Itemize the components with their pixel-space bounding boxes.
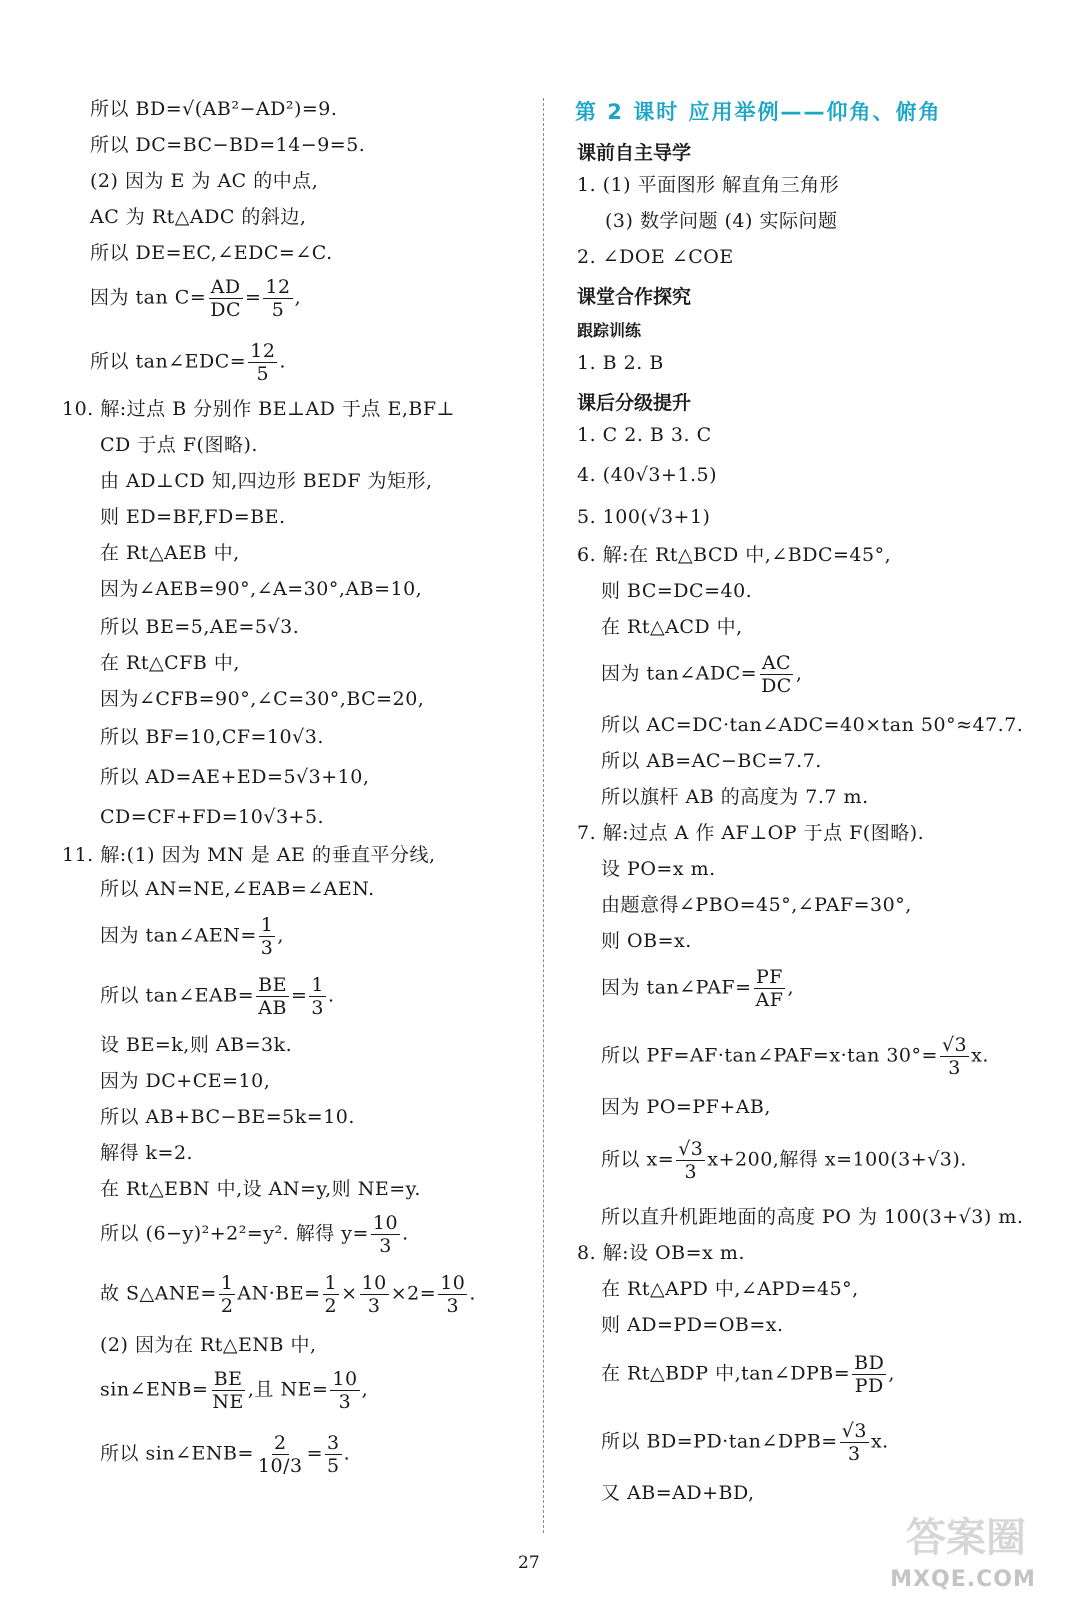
fraction: $\frac{12}{5}$	[265, 276, 291, 321]
text-line: 又 AB=AD+BD,	[601, 1482, 755, 1504]
fraction: $\frac{BE}{NE}$	[212, 1368, 244, 1413]
text-line: CD=CF+FD=10√3+5.	[100, 806, 325, 828]
text-line: 设 BE=k,则 AB=3k.	[100, 1034, 293, 1056]
fraction: $\frac{2}{10/3}$	[257, 1432, 303, 1477]
text-line: CD 于点 F(图略).	[100, 434, 258, 456]
text-line: 所以 AN=NE,∠EAB=∠AEN.	[100, 878, 375, 900]
text-line: (3) 数学问题 (4) 实际问题	[605, 210, 838, 232]
fraction: $\frac{1}{3}$	[260, 914, 274, 959]
text-line: 则 ED=BF,FD=BE.	[100, 506, 286, 528]
column-divider	[543, 98, 544, 1533]
text-line: 则 OB=x.	[601, 930, 692, 952]
text-line: 所以 BD=PD·tan∠DPB= $\frac{√3}{3}$ x.	[601, 1420, 889, 1465]
text-line: (2) 因为 E 为 AC 的中点,	[90, 170, 319, 192]
text-line: 因为 PO=PF+AB,	[601, 1096, 771, 1118]
text-line: 由题意得∠PBO=45°,∠PAF=30°,	[601, 894, 912, 916]
text-line: 因为 tan∠ADC= $\frac{AC}{DC}$ ,	[601, 652, 803, 697]
lesson-title: 第 2 课时 应用举例——仰角、俯角	[575, 100, 942, 124]
text-line: 所以 (6−y)²+2²=y². 解得 y= $\frac{10}{3}$ .	[100, 1212, 409, 1257]
text-line: 则 BC=DC=40.	[601, 580, 753, 602]
text-line: 在 Rt△APD 中,∠APD=45°,	[601, 1278, 859, 1300]
text-line: 因为 tan∠AEN= $\frac{1}{3}$ ,	[100, 914, 284, 959]
text-line: 所以 AB=AC−BC=7.7.	[601, 750, 822, 772]
text-line: 所以 BF=10,CF=10√3.	[100, 726, 324, 748]
text-line: 5. 100(√3+1)	[577, 506, 711, 528]
text-line: 所以 BE=5,AE=5√3.	[100, 616, 300, 638]
fraction: $\frac{10}{3}$	[372, 1212, 399, 1257]
section-heading-pre-class: 课前自主导学	[577, 142, 692, 164]
text-line: 所以 tan∠EDC= $\frac{12}{5}$ .	[90, 340, 286, 385]
text-line: 在 Rt△CFB 中,	[100, 652, 240, 674]
text-line: sin∠ENB= $\frac{BE}{NE}$ ,且 NE= $\frac{10}{3}$ ,	[100, 1368, 369, 1413]
text-line: 所以 x= $\frac{√3}{3}$ x+200,解得 x=100(3+√3).	[601, 1138, 967, 1183]
text-line: 因为∠CFB=90°,∠C=30°,BC=20,	[100, 688, 425, 710]
text-line: 所以 AB+BC−BE=5k=10.	[100, 1106, 355, 1128]
text-line: 2. ∠DOE ∠COE	[577, 246, 734, 268]
fraction: $\frac{3}{5}$	[327, 1432, 340, 1477]
text-line: 1. (1) 平面图形 解直角三角形	[577, 174, 840, 196]
text-line: 所以旗杆 AB 的高度为 7.7 m.	[601, 786, 869, 808]
text-line: 所以 AC=DC·tan∠ADC=40×tan 50°≈47.7.	[601, 714, 1024, 736]
problem-8: 8. 解:设 OB=x m.	[577, 1242, 745, 1264]
text-line: 因为 tan∠PAF= $\frac{PF}{AF}$ ,	[601, 966, 794, 1011]
text-line: 所以 BD=√(AB²−AD²)=9.	[90, 98, 338, 120]
text-line: 在 Rt△EBN 中,设 AN=y,则 NE=y.	[100, 1178, 421, 1200]
problem-7: 7. 解:过点 A 作 AF⊥OP 于点 F(图略).	[577, 822, 925, 844]
text-line: 因为 tan C= $\frac{AD}{DC}$ = $\frac{12}{5}$ ,	[90, 276, 302, 321]
text-line: 解得 k=2.	[100, 1142, 194, 1164]
page-number: 27	[518, 1553, 540, 1573]
text-line: 所以 AD=AE+ED=5√3+10,	[100, 766, 370, 788]
fraction: $\frac{1}{2}$	[220, 1272, 234, 1317]
watermark-logo: 答案圈	[906, 1515, 1026, 1561]
section-heading-after-class: 课后分级提升	[577, 392, 692, 414]
text-line: 所以 sin∠ENB= $\frac{2}{10/3}$ = $\frac{3}{5}$ .	[100, 1432, 351, 1477]
text-line: 所以 DC=BC−BD=14−9=5.	[90, 134, 366, 156]
text-line: 4. (40√3+1.5)	[577, 464, 718, 486]
text-line: 所以 tan∠EAB= $\frac{BE}{AB}$ = $\frac{1}{3}$ .	[100, 974, 335, 1019]
text-line: 设 PO=x m.	[601, 858, 716, 880]
fraction: $\frac{AD}{DC}$	[210, 276, 242, 321]
fraction: $\frac{PF}{AF}$	[755, 966, 784, 1011]
watermark-site: MXQE.COM	[890, 1567, 1036, 1592]
text-line: 1. C 2. B 3. C	[577, 424, 712, 446]
fraction: $\frac{AC}{DC}$	[761, 652, 792, 697]
watermark	[868, 1506, 1058, 1592]
subsection-heading-tracking: 跟踪训练	[577, 321, 642, 340]
text-line: 所以直升机距地面的高度 PO 为 100(3+√3) m.	[601, 1206, 1024, 1228]
text-line: 由 AD⊥CD 知,四边形 BEDF 为矩形,	[100, 470, 433, 492]
fraction: $\frac{10}{3}$	[440, 1272, 466, 1317]
fraction: $\frac{BD}{PD}$	[854, 1352, 885, 1397]
fraction: $\frac{1}{3}$	[311, 974, 324, 1019]
fraction: $\frac{10}{3}$	[332, 1368, 358, 1413]
text-line: 在 Rt△ACD 中,	[601, 616, 743, 638]
text-line: 在 Rt△BDP 中,tan∠DPB= $\frac{BD}{PD}$ ,	[601, 1352, 895, 1397]
text-line: 所以 PF=AF·tan∠PAF=x·tan 30°= $\frac{√3}{3}$ x.	[601, 1034, 989, 1079]
section-heading-in-class: 课堂合作探究	[577, 286, 692, 308]
fraction: $\frac{√3}{3}$	[678, 1138, 704, 1183]
problem-6: 6. 解:在 Rt△BCD 中,∠BDC=45°,	[577, 544, 892, 566]
text-line: AC 为 Rt△ADC 的斜边,	[90, 206, 307, 228]
text-line: 则 AD=PD=OB=x.	[601, 1314, 784, 1336]
problem-10: 10. 解:过点 B 分别作 BE⊥AD 于点 E,BF⊥	[62, 398, 455, 420]
problem-11: 11. 解:(1) 因为 MN 是 AE 的垂直平分线,	[62, 844, 436, 866]
text-line: 因为∠AEB=90°,∠A=30°,AB=10,	[100, 578, 423, 600]
text-line: 1. B 2. B	[577, 352, 664, 374]
text-line: 所以 DE=EC,∠EDC=∠C.	[90, 242, 333, 264]
fraction: $\frac{1}{2}$	[324, 1272, 338, 1317]
fraction: $\frac{√3}{3}$	[941, 1034, 968, 1079]
fraction: $\frac{10}{3}$	[361, 1272, 387, 1317]
text-line: 因为 DC+CE=10,	[100, 1070, 271, 1092]
text-line: 在 Rt△AEB 中,	[100, 542, 240, 564]
fraction: $\frac{BE}{AB}$	[258, 974, 287, 1019]
fraction: $\frac{12}{5}$	[250, 340, 276, 385]
text-line: (2) 因为在 Rt△ENB 中,	[100, 1334, 317, 1356]
text-line: 故 S△ANE= $\frac{1}{2}$ AN·BE= $\frac{1}{2}$ × $\frac{10}{3}$ ×2= $\frac{10}{3}$ .	[100, 1272, 476, 1317]
fraction: $\frac{√3}{3}$	[841, 1420, 867, 1465]
